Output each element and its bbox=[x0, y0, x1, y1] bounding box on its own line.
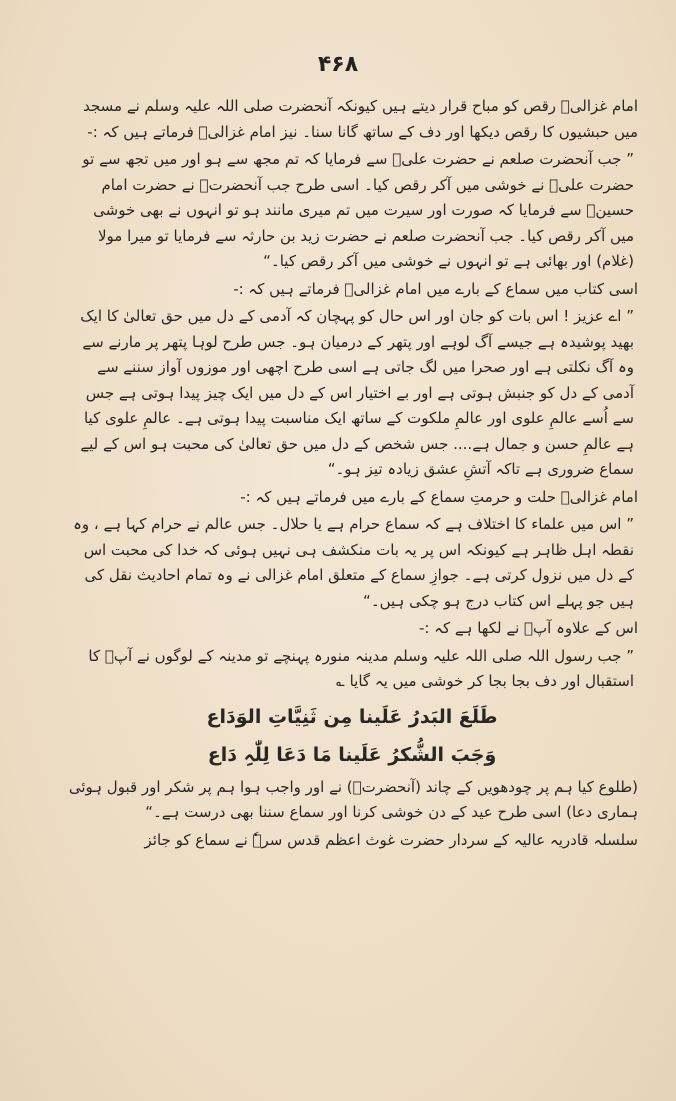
paragraph: اسی کتاب میں سماع کے بارے میں امام غزالیؒ فرماتے ہیں کہ :- bbox=[233, 279, 638, 298]
quote-paragraph: ” اس میں علماء کا اختلاف ہے کہ سماع حرام ہے یا حلال۔ جس عالم نے حرام کہا ہے ، وہ نقطہ اہل ظاہر ہے کیونکہ اس پر یہ بات منکشف ہی نہیں ہوئی کہ خدا کی محبت اس کے دل میں نزول کرتی ہے۔ جوازِ سماع کے متعلق امام غزالی نے وہ تمام احادیث نقل کی ہیں جو پہلے اس کتاب درج ہو چکی ہیں۔“ bbox=[73, 515, 634, 610]
paragraph: سلسلہ قادریہ عالیہ کے سردار حضرت غوث اعظم قدس سرہٗ نے سماع کو جائز bbox=[144, 830, 638, 849]
paragraph: اس کے علاوہ آپؒ نے لکھا ہے کہ :- bbox=[418, 619, 638, 637]
arabic-verse-line-1: طَلَعَ البَدرُ عَلَینا مِن ثَنِیَّاتِ الوَدَاع bbox=[206, 705, 498, 728]
arabic-verse-line-2: وَجَبَ الشُّکرُ عَلَینا مَا دَعَا لِلّٰہِ دَاع bbox=[207, 743, 497, 766]
page-body bbox=[66, 94, 638, 855]
page-number: ۴۶۸ bbox=[317, 52, 359, 77]
quote-paragraph: ” اے عزیز ! اس بات کو جان اور اس حال کو پہچان کہ آدمی کے دل میں حق تعالیٰ کا ایک بھید پوشیدہ ہے جیسے آگ لوہے اور پتھر کے درمیان ہو۔ جس طرح لوہا پتھر پر مارنے سے وہ آگ نکلتی ہے اور صحرا میں لگ جاتی ہے اسی طرح اچھی اور موزوں آواز سننے سے آدمی کے دل کو جنبش ہوتی ہے اور بے اختیار اس کے دل میں ایک چیز پیدا ہوتی ہے جس سے اُسے عالمِ علوی اور عالمِ ملکوت کے ساتھ ایک مناسبت پیدا ہوتی ہے۔ عالمِ علوی کیا ہے عالمِ حسن و جمال ہے.... جس شخص کے دل میں حق تعالیٰ کی محبت ہو اس کے لیے سماع ضروری ہے تاکہ آتشِ عشق زیادہ تیز ہو۔“ bbox=[80, 307, 634, 478]
translation-paragraph: (طلوع کیا ہم پر چودھویں کے چاند (آنحضرتؐ) نے اور واجب ہوا ہم پر شکر اور قبول ہوئی ہماری دعا) اسی طرح عید کے دن خوشی کرنا اور سماع سننا بھی درست ہے۔“ bbox=[68, 777, 638, 821]
quote-paragraph: ” جب آنحضرت صلعم نے حضرت علیؓ سے فرمایا کہ تم مجھ سے ہو اور میں تجھ سے تو حضرت علیؓ نے خوشی میں آکر رقص کیا۔ اسی طرح جب آنحضرتؐ نے حضرت امام حسینؓ سے فرمایا کہ صورت اور سیرت میں تم میری مانند ہو تو انہوں نے بھی خوشی میں آکر رقص کیا۔ جب آنحضرت صلعم نے حضرت زید بن حارثہ سے فرمایا تو میرا مولا (غلام) اور بھائی ہے تو انہوں نے خوشی میں آکر رقص کیا۔“ bbox=[82, 150, 634, 270]
quote-paragraph: ” جب رسول اللہ صلی اللہ علیہ وسلم مدینہ منورہ پہنچے تو مدینہ کے لوگوں نے آپؐ کا استقبال اور دف بجا بجا کر خوشی میں یہ گایا ؎ bbox=[88, 646, 634, 690]
paragraph: امام غزالیؒ حلت و حرمتِ سماع کے بارے میں فرماتے ہیں کہ :- bbox=[240, 487, 638, 506]
paragraph: امام غزالیؒ رقص کو مباح قرار دیتے ہیں کیونکہ آنحضرت صلی اللہ علیہ وسلم نے مسجد میں حبشیوں کا رقص دیکھا اور دف کے ساتھ گانا سنا۔ نیز امام غزالیؒ فرماتے ہیں کہ :- bbox=[83, 97, 638, 141]
